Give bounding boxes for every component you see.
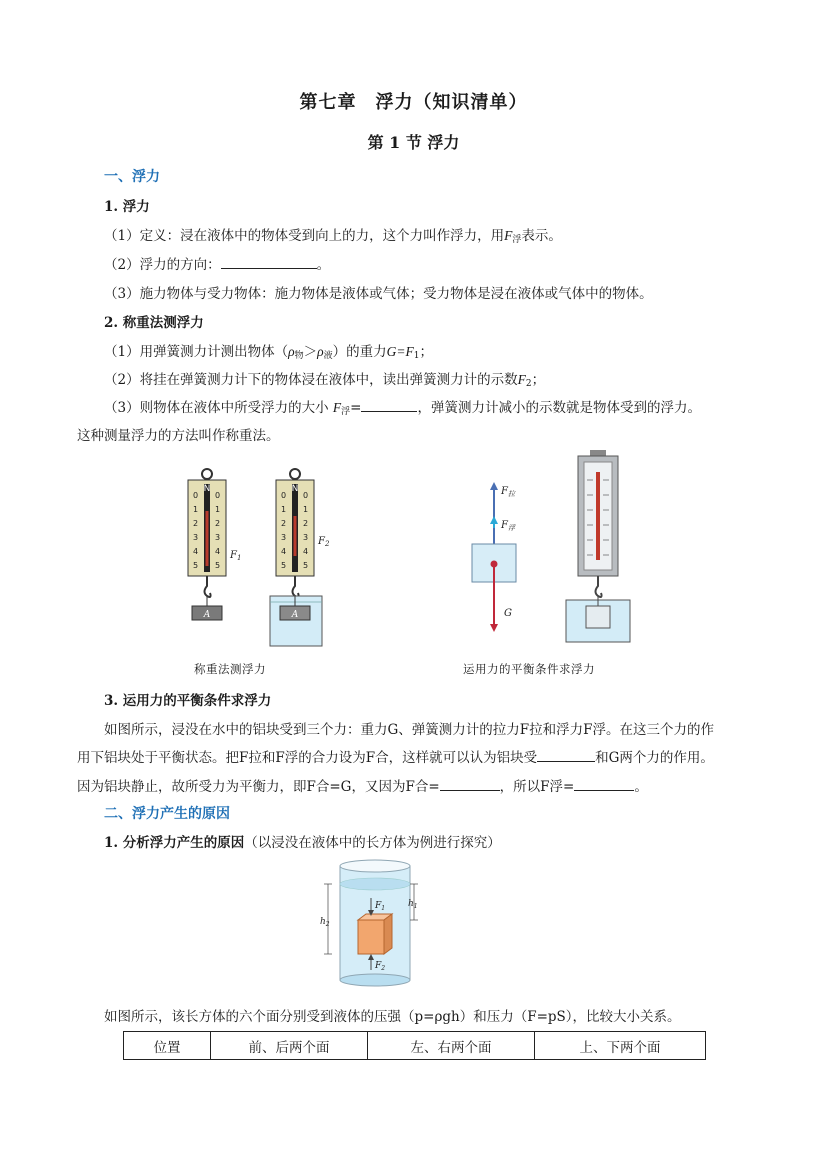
- svg-text:2: 2: [303, 519, 309, 528]
- svg-text:N: N: [291, 484, 299, 494]
- scale-in-water-figure: [560, 450, 636, 646]
- balance-line-1: 如图所示，浸没在水中的铝块受到三个力：重力G、弹簧测力计的拉力F拉和浮力F浮。在这三个力的作: [104, 722, 715, 738]
- page-title: 第七章 浮力（知识清单）: [299, 92, 528, 113]
- table-header-front-back: 前、后两个面: [211, 1032, 368, 1060]
- label-cuboid-f2: $F_2$: [375, 961, 386, 972]
- caption-weighing-method: 称重法测浮力: [194, 662, 266, 676]
- svg-text:5: 5: [281, 561, 287, 570]
- force-balance-figure: [462, 478, 542, 638]
- blank-buoyant-force[interactable]: [361, 399, 417, 412]
- svg-text:2: 2: [281, 519, 287, 528]
- label-f-buoyancy: $F_浮$: [501, 520, 515, 532]
- comparison-table: [123, 1031, 706, 1060]
- svg-text:5: 5: [215, 561, 221, 570]
- svg-text:3: 3: [281, 533, 287, 542]
- svg-text:4: 4: [193, 547, 199, 556]
- table-header-top-bottom: 上、下两个面: [535, 1032, 706, 1060]
- svg-text:1: 1: [303, 505, 309, 514]
- label-g: G: [504, 608, 512, 619]
- label-h2: $h_2$: [320, 917, 330, 928]
- svg-text:0: 0: [215, 491, 221, 500]
- label-f2: $F_2$: [318, 536, 330, 548]
- subheading-buoyancy: 1. 浮力: [104, 199, 150, 215]
- svg-text:0: 0: [193, 491, 199, 500]
- balance-line-2: 用下铝块处于平衡状态。把F拉和F浮的合力设为F合，这样就可以认为铝块受 和G两个力的作用。: [77, 750, 714, 766]
- section-subtitle: 第 1 节 浮力: [367, 133, 460, 152]
- svg-text:5: 5: [193, 561, 199, 570]
- section-heading-cause: 二、浮力产生的原因: [104, 806, 230, 822]
- direction-line: （2）浮力的方向： 。: [104, 257, 331, 273]
- scale-unit-label: N: [203, 484, 211, 494]
- svg-text:A: A: [203, 610, 211, 620]
- cuboid-in-liquid-figure: [316, 858, 436, 990]
- spring-scale-1: [188, 469, 241, 620]
- svg-text:2: 2: [215, 519, 221, 528]
- weighing-method-figure: [180, 466, 350, 651]
- method-step-1: （1）用弹簧测力计测出物体$(\rho_物>\rho_液)$的重力$G=F_1$；: [104, 344, 433, 361]
- blank-direction[interactable]: [221, 256, 317, 269]
- svg-text:5: 5: [303, 561, 309, 570]
- svg-text:1: 1: [281, 505, 287, 514]
- table-header-position: 位置: [124, 1032, 211, 1060]
- pressure-analysis-line: 如图所示，该长方体的六个面分别受到液体的压强（p=ρgh）和压力（F=pS），比较大小关系。: [104, 1009, 681, 1025]
- svg-text:3: 3: [215, 533, 221, 542]
- blank-buoyancy-equals[interactable]: [574, 778, 634, 791]
- svg-text:1: 1: [215, 505, 221, 514]
- caption-force-balance: 运用力的平衡条件求浮力: [463, 662, 595, 676]
- beaker-water: [270, 596, 322, 646]
- svg-text:4: 4: [215, 547, 221, 556]
- table-header-left-right: 左、右两个面: [368, 1032, 535, 1060]
- table-header-row: [124, 1032, 706, 1060]
- spring-scale-2: [270, 469, 330, 646]
- method-step-2: （2）将挂在弹簧测力计下的物体浸在液体中，读出弹簧测力计的示数$F_2$；: [104, 372, 546, 389]
- svg-text:1: 1: [193, 505, 199, 514]
- blank-resultant[interactable]: [537, 749, 595, 762]
- svg-text:A: A: [291, 610, 299, 620]
- svg-text:4: 4: [303, 547, 309, 556]
- svg-text:3: 3: [193, 533, 199, 542]
- definition-line: （1）定义：浸在液体中的物体受到向上的力，这个力叫作浮力，用$F_浮$表示。: [104, 228, 562, 245]
- svg-text:2: 2: [193, 519, 199, 528]
- svg-text:3: 3: [303, 533, 309, 542]
- label-f1: $F_1$: [230, 550, 242, 562]
- label-h1: $h_1$: [408, 899, 418, 910]
- svg-text:0: 0: [303, 491, 309, 500]
- subheading-cause: 1. 分析浮力产生的原因（以浸没在液体中的长方体为例进行探究）: [104, 835, 501, 851]
- balance-line-3: 因为铝块静止，故所受力为平衡力，即F合=G，又因为F合= ，所以F浮= 。: [77, 779, 648, 795]
- label-f-pull: $F_拉$: [501, 486, 515, 498]
- subheading-weighing-method: 2. 称重法测浮力: [104, 315, 204, 331]
- svg-text:0: 0: [281, 491, 287, 500]
- submerged-block: [586, 606, 610, 628]
- label-cuboid-f1: $F_1$: [375, 901, 386, 912]
- force-objects-line: （3）施力物体与受力物体：施力物体是液体或气体；受力物体是浸在液体或气体中的物体。: [104, 286, 653, 302]
- method-step-3: （3）则物体在液体中所受浮力的大小 $F_浮=$ ，弹簧测力计减小的示数就是物体受到的浮力。: [104, 400, 701, 417]
- method-summary: 这种测量浮力的方法叫作称重法。: [77, 428, 280, 444]
- subheading-force-balance: 3. 运用力的平衡条件求浮力: [104, 693, 272, 709]
- blank-resultant-equals[interactable]: [440, 778, 500, 791]
- svg-text:4: 4: [281, 547, 287, 556]
- section-heading-buoyancy: 一、浮力: [104, 169, 160, 185]
